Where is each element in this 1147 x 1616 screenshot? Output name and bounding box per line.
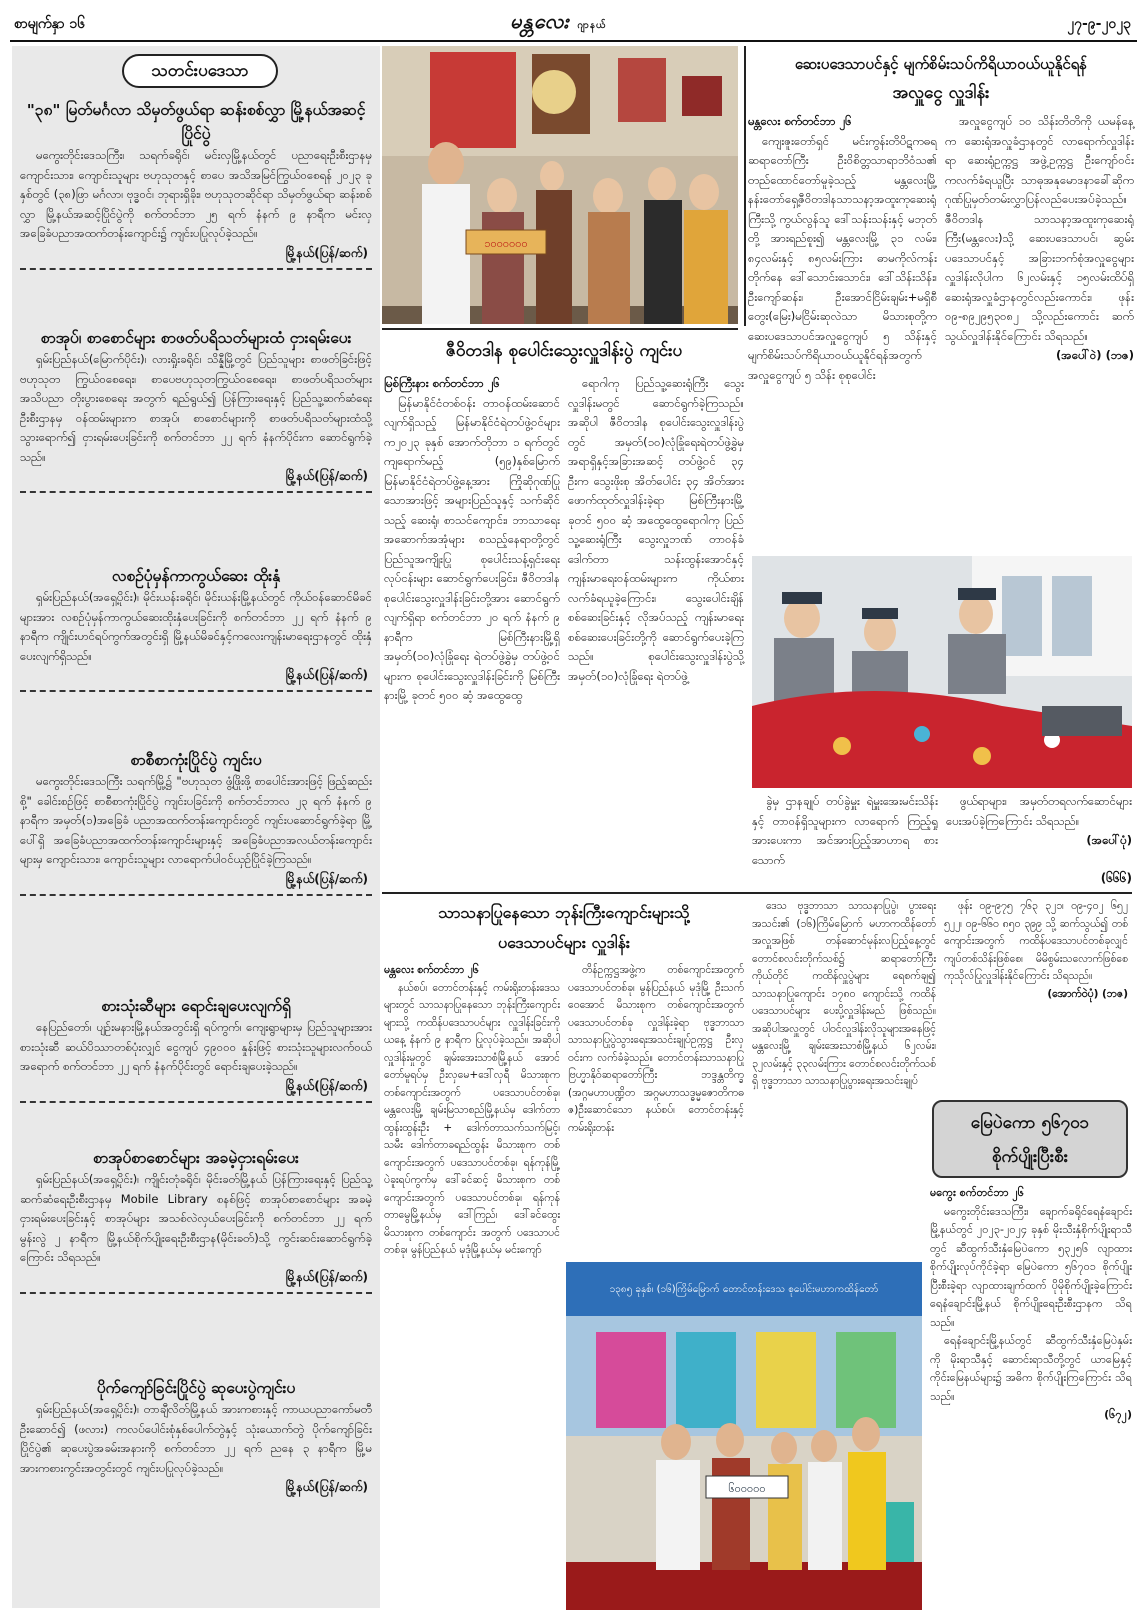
donation-photo	[382, 46, 738, 324]
divider	[20, 1101, 372, 1103]
brief-headline: စာအုပ်၊ စာစောင်များ စာဖတ်ပရိသတ်များထံ ငှားရမ်းပေး	[40, 329, 352, 347]
article-tag-2: (ဘဇ)	[1105, 348, 1134, 362]
brief-headline: ပိုက်ကျော်ခြင်းပြိုင်ပွဲ ဆုပေးပွဲကျင်းပ	[96, 1379, 296, 1397]
brief-article	[12, 994, 380, 1103]
brief-headline: စာအုပ်စာစောင်များ အခမဲ့ငှားရမ်းပေး	[93, 1149, 299, 1167]
brief-source: မြို့နယ်(ပြန်/ဆက်)	[285, 871, 368, 886]
brief-article	[12, 98, 380, 270]
article-byline: မြစ်ကြီးနား စက်တင်ဘာ ၂၆	[384, 376, 500, 390]
article-headline-2: ပဒေသာပင်များ လှူဒါန်း	[498, 933, 630, 952]
article-tags	[944, 986, 1128, 1004]
brief-source: မြို့နယ်(ပြန်/ဆက်)	[285, 1269, 368, 1284]
divider	[20, 690, 372, 692]
padaytha-donation-article	[384, 898, 744, 1260]
brief-article	[12, 326, 380, 493]
article-text-2: ရေနံချောင်းမြို့နယ်တွင် ဆီထွက်သီးနှံမြေပဲနှမ်းကို မိုးရာသီနှင့် ဆောင်းရာသီတို့တွင် ယာမြေနှင့် ကိုင်းမြေနယ်များ၌ အဓိက စိုက်ပျိုးကြကြောင်း သိရသည်။	[930, 1334, 1132, 1403]
article-text: ဒေသ ဗုဒ္ဓဘာသာ သာသနာပြုပွဲ၊ ပွားရေးအသင်း၏ (၁၆)ကြိမ်မြောက် မဟာကထိန်တော်အလှူအဖြစ် တန်ဆောင်မုန်းလပြည့်နေ့တွင် တောင်စလင်းတိုက်သစ်၌ ဆရာတော်ကြီးကိုယ်တိုင် ကထိန်လှူပွဲများ ရေစက်ချ၍ သာသနာပြုကျောင်း ၁၇၈၀ ကျောင်းသို့ ကထိန်ပဒေသာပင်များ ပေးပို့လှူဒါန်းမည် ဖြစ်သည်။ အဆိုပါအလှူတွင် ပါဝင်လှူဒါန်းလိုသူများအနေဖြင့် မန္တလေးမြို့ ချမ်းအေးသာစံမြို့နယ် ၆၂လမ်း၊ ၃၂လမ်းနှင့် ၃၃လမ်းကြား တောင်စလင်းတိုက်သစ်ရှိ ဗုဒ္ဓဘာသာ သာသနာပြုပွားရေးအသင်းချုပ်	[752, 900, 936, 1087]
feature-box-line1: မြေပဲကော ၅၆၇၀၁	[970, 1113, 1090, 1133]
brief-article	[12, 748, 380, 896]
brief-body: နေပြည်တော်၊ ပျဉ်းမနားမြို့နယ်အတွင်းရှိ ရပ်ကွက်၊ ကျေးရွာများမှ ပြည်သူများအား စားသုံးဆီ ဆယ်ပိဿာတစ်ပုံးလျှင် ငွေကျပ် ၄၉၀၀၀ နှုန်းဖြင့် စားသုံးသူများလက်ဝယ်အရောက် စက်တင်ဘာ ၂၂ ရက် နံနက်ပိုင်းတွင် ရောင်းချပေးခဲ့သည်။	[20, 1020, 372, 1073]
blood-donation-illustration	[752, 556, 1132, 788]
article-columns	[748, 112, 1134, 385]
article-text: မြန်မာနိုင်ငံတစ်ဝန်း တာဝန်ထမ်းဆောင်လျက်ရှိသည့် မြန်မာနိုင်ငံရဲတပ်ဖွဲ့ဝင်များက၂၀၂၃ ခုနှစ် အောက်တိုဘာ ၁ ရက်တွင် ကျရောက်မည့် (၅၉)နှစ်မြောက် မြန်မာနိုင်ငံရဲတပ်ဖွဲ့နေ့အား ကြိုဆိုဂုဏ်ပြုသောအားဖြင့် အများပြည်သူနှင့် သက်ဆိုင်သည့် ဆေးရုံ၊ စာသင်ကျောင်း၊ ဘာသာရေးအဆောက်အအုံများ စသည့်နေရာတို့တွင် ပြည်သူအကျိုးပြု စုပေါင်းသန့်ရှင်းရေးလုပ်ငန်းများ ဆောင်ရွက်ပေးခြင်း၊ ဇီဝိတဒါန စုပေါင်းသွေးလှူဒါန်းခြင်းတို့အား ဆောင်ရွက်လျက်ရှိရာ စက်တင်ဘာ ၂၀ ရက် နံနက် ၉ နာရီက မြစ်ကြီးနားမြို့ရှိ အမှတ်(၁၀)လုံခြုံရေး ရဲတပ်ဖွဲ့ခွဲမှ တပ်ဖွဲ့ဝင်များက စုပေါင်းသွေးလှူဒါန်းခြင်းကို မြစ်ကြီးနားမြို့ ခုတင် ၅၀၀ ဆံ့ အထွေထွေ	[384, 395, 560, 702]
brief-headline: "၃၈" မြတ်မင်္ဂလာ သိမှတ်ဖွယ်ရာ ဆန်းစစ်လွှာ မြို့နယ်အဆင့် ပြိုင်ပွဲ	[26, 101, 366, 143]
brief-article	[12, 1146, 380, 1294]
article-byline: မန္တလေး စက်တင်ဘာ ၂၆	[384, 964, 479, 976]
article-text: မကွေးတိုင်းဒေသကြီး၊ ချောက်ခရိုင်ရေနံချောင်းမြို့နယ်တွင် ၂၀၂၃-၂၀၂၄ ခုနှစ် မိုးသီးနှံစိုက်ပျိုးရာသီတွင် ဆီထွက်သီးနှံမြေပဲကော ၅၃၂၅၆ လျာထားစိုက်ပျိုးလုပ်ကိုင်ခဲ့ရာ မြေပဲကော ၅၆၇၀၁ စိုက်ပျိုးပြီးစီးခဲ့ရာ လျာထားချက်ထက် ပိုမိုစိုက်ပျိုးခဲ့ကြောင်း ရေနံချောင်းမြို့နယ် စိုက်ပျိုးရေးဦးစီးဌာနက သိရသည်။	[930, 1204, 1132, 1329]
column-divider	[744, 46, 746, 326]
brief-article	[12, 564, 380, 692]
brief-source: မြို့နယ်(ပြန်/ဆက်)	[285, 668, 368, 682]
article-text: နယ်စပ်၊ တောင်တန်းနှင့် ကမ်းရိုးတန်းဒေသများတွင် သာသနာပြုနေသော ဘုန်းကြီးကျောင်းများသို့ ကထိန်ပဒေသာပင်များ လှူဒါန်းခြင်းကို ယနေ့ နံနက် ၉ နာရီက ပြုလုပ်ခဲ့သည်။ အဆိုပါ လှူဒါန်းမှုတွင် ချမ်းအေးသာစံမြို့နယ် အောင်တော်မူရပ်မှ ဦးလှမေ+ဒေါ်လှရီ မိသားစုက တစ်ကျောင်းအတွက် ပဒေသာပင်တစ်ခု၊ မန္တလေးမြို့ ချမ်းမြသာစည်မြို့နယ်မှ ဒေါက်တာထွန်းထွန်းဦး + ဒေါက်တာသက်သက်မြင့်၊ သမီး ဒေါက်တာခရည်ထွန်း မိသားစုက တစ်ကျောင်းအတွက် ပဒေသာပင်တစ်ခု၊ ရန်ကုန်မြို့ ပဲခူးရပ်ကွက်မှ ဒေါ်ခင်ဆင့် မိသားစုက တစ်ကျောင်းအတွက် ပဒေသာပင်တစ်ခု၊ ရန်ကုန် တာမွေမြို့နယ်မှ ဒေါ်ကြည်၊ ဒေါ်ခင်ထွေး မိသားစုက တစ်ကျောင်း အတွက် ပဒေသာပင်တစ်ခု၊ မွန်ပြည်နယ် မုဒုံမြို့နယ်မှ မင်းကျော်	[384, 981, 560, 1256]
article-columns	[752, 792, 1132, 870]
brief-source: မြို့နယ်(ပြန်/ဆက်)	[285, 1480, 368, 1494]
brief-body: မကွေးတိုင်းဒေသကြီး သရက်မြို့၌ "ဗဟုသုတ ဖွံ့ဖြိုးဖို့ စာပေါင်းအားဖြင့် ဖြည့်ဆည်းစို့" ခေါင်းစဉ်ဖြင့် စာစီစာကုံးပြိုင်ပွဲ ကျင်းပခြင်းကို စက်တင်ဘာလ ၂၃ ရက် နံနက် ၉ နာရီက အမှတ်(၁)အခြေခံ ပညာအထက်တန်းကျောင်းတွင် ကျင်းပဆောင်ရွက်ခဲ့ရာ မြို့ပေါ်ရှိ အခြေခံပညာအထက်တန်းကျောင်းများနှင့် အခြေခံပညာအလယ်တန်းကျောင်းများမှ ကျောင်းသား၊ ကျောင်းသူများ လာရောက်ပါဝင်ယှဉ်ပြိုင်ခဲ့ကြသည်။	[20, 774, 372, 866]
photo-amount-label: ၆၀၀၀၀၀	[728, 1482, 766, 1495]
donation-photo-illustration	[382, 46, 738, 324]
masthead-logo	[510, 8, 607, 38]
article-tag-2: (၆၆၆)	[1100, 871, 1132, 885]
page-number: စာမျက်နှာ ၁၆	[14, 16, 86, 32]
article-byline: မကွေး စက်တင်ဘာ ၂၆	[930, 1186, 1024, 1199]
article-tag: (အပေါ်ဝဲ)	[1056, 348, 1102, 362]
article-text: ကျေးဇူးတော်ရှင် မင်းကွန်းတိပိဋကဓရ ဆရာတော်ကြီး ဦးဝိစိတ္တသာရာဘိဝံသ၏ တည်ထောင်တော်မူခဲ့သည့် မန္တလေးမြို့ နန်းတော်ရှေ့ဇီဝိတဒါနသာသနာ့အထူးကုဆေးရုံကြီးသို့ ကွယ်လွန်သူ ဒေါ်သန်းသန်းနှင့် မဘုတ်တို့ အားရည်စူး၍ မန္တလေးမြို့ ၃၁ လမ်း၊ ၈၄လမ်းနှင့် ၈၅လမ်းကြား ဓာမကိုလ်ကန်းတိုက်နေ ဒေါ်သောင်းသောင်း၊ ဒေါ်သိန်းသိန်း၊ ဦးကျော်ဆန်း၊ ဦးအောင်ငြိမ်းချမ်း+မရှိစီတွေး(မြေး)မငြိမ်းဆုလဲသာ မိသားစုတို့က ဆေးပဒေသာပင်အလှူငွေကျပ် ၅ သိန်းနှင့် မျက်စိမ်းသပ်ကိရိယာဝယ်ယူနိုင်ရန်အတွက် အလှူငွေကျပ် ၅ သိန်း စုစုပေါင်း	[748, 133, 937, 382]
article-headline: ဆေးပဒေသာပင်နှင့် မျက်စိမ်းသပ်ကိရိယာဝယ်ယူနိုင်ရန်	[794, 55, 1088, 73]
blood-donation-photo	[752, 556, 1132, 788]
article-headline: ဇီဝိတဒါန စုပေါင်းသွေးလှူဒါန်းပွဲ ကျင်းပ	[445, 341, 683, 361]
brief-body: ရှမ်းပြည်နယ်(မြောက်ပိုင်း)၊ လားရှိုးခရိုင်၊ သိန္နီမြို့တွင် ပြည်သူများ စာဖတ်ခြင်းဖြင့် ဗဟုသုတ ကြွယ်ဝစေရေး၊ စာပေဗဟုသုတကြွယ်ဝစေရေး၊ စာဖတ်ပရိသတ်များ အသိပညာ တိုးပွားစေရေး အတွက် ရည်ရွယ်၍ ပြန်ကြားရေးနှင့် ပြည်သူ့ဆက်ဆံရေးဦးစီးဌာနမှ ဝန်ထမ်းများက စာအုပ်၊ စာစောင်များကို စာဖတ်ပရိသတ်များထံသို့ သွားရောက်၍ ငှားရမ်းပေးခြင်းကို စက်တင်ဘာ ၂၂ ရက် နံနက်ပိုင်းက ဆောင်ရွက်ခဲ့သည်။	[20, 352, 372, 464]
brief-headline: စာစီစာကုံးပြိုင်ပွဲ ကျင်းပ	[130, 751, 262, 769]
logo-text: မန္တလေး	[510, 9, 570, 33]
rule	[382, 328, 738, 330]
brief-body: ရှမ်းပြည်နယ်(အရှေ့ပိုင်း)၊ ကျိုင်းတုံခရိုင်၊ မိုင်းခတ်မြို့နယ် ပြန်ကြားရေးနှင့် ပြည်သူ့ဆက်ဆံရေးဦးစီးဌာနမှ Mobile Library စနစ်ဖြင့် စာအုပ်စာစောင်များ အခမဲ့ငှားရမ်းပေးခြင်းနှင့် စာအုပ်များ အသစ်လဲလှယ်ပေးခြင်းကို စက်တင်ဘာ ၂၂ ရက် မွန်းလွဲ ၂ နာရီက မြို့နယ်စိုက်ပျိုးရေးဦးစီးဌာန(မိုင်းခတ်)သို့ ကွင်းဆင်းဆောင်ရွက်ခဲ့ကြောင်း သိရသည်။	[20, 1172, 372, 1264]
brief-source: မြို့နယ်(ပြန်/ဆက်)	[285, 469, 368, 483]
article-tag: (၆၇၂)	[1104, 1408, 1132, 1421]
news-briefs-column	[12, 46, 380, 1608]
article-headline: သာသနာပြုနေသော ဘုန်းကြီးကျောင်းများသို့	[438, 903, 690, 922]
article-text: ဖွယ်ရာများ၊ အမှတ်တရလက်ဆောင်များ ပေးအပ်ခဲ့ကြကြောင်း သိရသည်။	[946, 794, 1132, 828]
article-column	[384, 374, 560, 706]
medicine-donation-article	[748, 50, 1134, 385]
feature-box-line2: စိုက်ပျိုးပြီးစီး	[991, 1147, 1069, 1167]
article-columns	[752, 898, 1128, 1091]
logo-sub: ဂျာနယ်	[577, 20, 607, 31]
brief-source: မြို့နယ်(ပြန်/ဆက်)	[285, 245, 368, 260]
article-text: ဖုန်း ၀၉-၉၇၅ ၇၆၃ ၃၂၁၊ ၀၉-၄၀၂ ၆၅၂ ၅၂၂၊ ၀၉-၆၆၀ ၈၅၀ ၃၉၉ သို့ ဆက်သွယ်၍ တစ်ကျောင်းအတွက် ကထိန်ပဒေသာပင်တစ်ခုလျှင် ကျပ်တစ်သိန်းဖြစ်စေ၊ မိမိစွမ်းသလောက်ဖြစ်စေ ကုသိုလ်ပြုလှူဒါန်းနိုင်ကြောင်း သိရသည်။	[944, 900, 1128, 982]
groundnut-article	[930, 1184, 1132, 1425]
brief-article	[12, 1376, 380, 1496]
blood-donation-article	[384, 334, 744, 706]
divider	[20, 491, 372, 493]
padaytha-photo	[566, 1262, 922, 1610]
article-column	[748, 112, 937, 385]
article-text: ရောဂါကု ပြည်သူ့ဆေးရုံကြီး သွေးလှူဒါန်းမတွင် ဆောင်ရွက်ခဲ့ကြသည်။ အဆိုပါ ဇီဝိတဒါန စုပေါင်းသွေးလှူဒါန်းပွဲတွင် အမှတ်(၁၀)လုံခြုံရေးရဲတပ်ဖွဲ့ခွဲမှ အရာရှိနှင့်အခြားအဆင့် တပ်ဖွဲ့ဝင် ၃၄ ဦးက သွေးဖိုးစု အိတ်ပေါင်း ၃၄ အိတ်အား ဖောက်ထုတ်လှူဒါန်းခဲ့ရာ မြစ်ကြီးနားမြို့ ခုတင် ၅၀၀ ဆံ့ အထွေထွေရောဂါကု ပြည်သူ့ဆေးရုံကြီး သွေးလှူဘဏ် တာဝန်ခံ ဒေါက်တာ သန်းထွန်းအောင်နှင့် ကျန်းမာရေးဝန်ထမ်းများက ကိုယ်စားလက်ခံရယူခဲ့ကြောင်း၊ သွေးပေါင်းချိန်စစ်ဆေးခြင်းနှင့် လိုအပ်သည့် ကျန်းမာရေးစစ်ဆေးပေးခြင်းတို့ကို ဆောင်ရွက်ပေးခဲ့ကြသည်။ စုပေါင်းသွေးလှူဒါန်းပွဲသို့ အမှတ်(၁၀)လုံခြုံရေး ရဲတပ်ဖွဲ့	[568, 376, 744, 683]
divider	[20, 1292, 372, 1294]
article-tags	[945, 346, 1134, 366]
divider	[20, 894, 372, 896]
brief-body: ရှမ်းပြည်နယ်(အရှေ့ပိုင်း)၊ တာချီလိတ်မြို့နယ် အားကစားနှင့် ကာယပညာကော်မတီဦးဆောင်၍ (ဖလား) ကလပ်ပေါင်းစုံနှစ်ပေါက်တွဲနှင့် သုံးယောက်တွဲ ပိုက်ကျော်ခြင်းပြိုင်ပွဲ၏ ဆုပေးပွဲအခမ်းအနားကို စက်တင်ဘာ ၂၂ ရက် ညနေ ၃ နာရီက မြို့မအားကစားကွင်းအတွင်းတွင် ကျင်းပပြုလုပ်ခဲ့သည်။	[20, 1402, 372, 1475]
article-column	[944, 898, 1128, 1091]
article-column	[752, 898, 936, 1091]
article-tag: (အပေါ်ပုံ)	[1086, 833, 1132, 847]
section-title: သတင်းပဒေသာ	[122, 54, 278, 88]
divider	[20, 268, 372, 270]
rule	[382, 892, 1132, 894]
article-text: အလှူငွေကျပ် ၁၀ သိန်းတိတိကို ယမန်နေ့က ဆေးရုံအလှူခံဌာနတွင် လာရောက်လှူဒါန်းရာ ဆေးရုံဥက္ကဋ္ဌ အဖွဲ့ဥက္ကဋ္ဌ ဦးကျော်ဝင်းကလက်ခံရယူပြီး သာဓုအနုမောဒနာခေါ်ဆိုက ဂုဏ်ပြုမှတ်တမ်းလွှာပြန်လည်ပေးအပ်ခဲ့သည်။ ဇီဝိတဒါန သာသနာ့အထူးကုဆေးရုံကြီး(မန္တလေး)သို့ ဆေးပဒေသာပင်၊ ဆွမ်းပဒေသာပင်နှင့် အခြားဘက်စုံအလှူငွေများ လှူဒါန်းလိုပါက ၆၂လမ်းနှင့် ၁၅လမ်းထိပ်ရှိ ဆေးရုံအလှူခံဌာနတွင်လည်းကောင်း၊ ဖုန်း ၀၉-၈၉၂၉၅၃၀၈၂ သို့လည်းကောင်း ဆက်သွယ်လှူဒါန်းနိုင်ကြောင်း သိရသည်။	[945, 114, 1134, 343]
article-columns	[384, 962, 744, 1260]
article-text: ခွဲမှ ဌာနချုပ် တပ်ခွဲမှူး ရဲမှူးအေးမင်းသိန်းနှင့် တာဝန်ရှိသူများက လာရောက် ကြည့်ရှုအားပေးကာ အင်အားပြည့်အာဟာရ စားသောက်	[752, 794, 938, 867]
donation-amount-label: ၁၀၀၀၀၀၀	[484, 237, 528, 250]
padaytha-illustration	[566, 1262, 922, 1610]
groundnut-feature-box	[932, 1100, 1128, 1178]
brief-headline: စားသုံးဆီများ ရောင်းချပေးလျက်ရှိ	[101, 997, 291, 1015]
article-headline-2: အလှူငွေ လှူဒါန်း	[892, 83, 990, 103]
brief-body: မကွေးတိုင်းဒေသကြီး၊ သရက်ခရိုင်၊ မင်းလှမြို့နယ်တွင် ပညာရေးဦးစီးဌာနမှ ကျောင်းသား၊ ကျောင်းသူများ ဗဟုသုတနှင့် စာပေ အသိအမြင်ကြွယ်ဝစေရန် ၂၀၂၃ ခုနှစ်တွင် (၃၈)ဖြာ မင်္ဂလာ၊ ဗုဒ္ဓဝင်၊ ဘုရားရှိခိုး၊ ဗဟုသုတဆိုင်ရာ သိမှတ်ဖွယ်ရာ ဆန်းစစ်လွှာ မြို့နယ်အဆင့်ပြိုင်ပွဲကို စက်တင်ဘာ ၂၅ ရက် နံနက် ၉ နာရီက မင်းလှ အခြေခံပညာအထက်တန်းကျောင်း၌ ကျင်းပပြုလုပ်ခဲ့သည်။	[20, 148, 372, 240]
article-column	[384, 962, 560, 1260]
article-text: တိန်ဥက္ကဋ္ဌအဖွဲ့က တစ်ကျောင်းအတွက် ပဒေသာပင်တစ်ခု၊ မွန်ပြည်နယ် မုဒုံမြို့ ဦးသက်ဝေအောင် မိသားစုက တစ်ကျောင်းအတွက် ပဒေသာပင်တစ်ခု လှူဒါန်းခဲ့ရာ ဗုဒ္ဓဘာသာ သာသနာပြုပွဲသွားရေးအသင်းချုပ်ဥက္ကဋ္ဌ ဦးလှဝင်းက လက်ခံခဲ့သည်။ တောင်တန်းသာသနာပြု ဗြဟ္မာနိုဝ်ဆရာတော်ကြီး ဘဒ္ဒန္တတိက္ခ (အဂ္ဂမဟာပဏ္ဍိတ အဂ္ဂမဟာသဒ္ဓမ္မဇောတိကဓဇ)ဦးဆောင်သော နယ်စပ်၊ တောင်တန်းနှင့် ကမ်းရိုးတန်း	[568, 964, 744, 1134]
page-header	[10, 6, 1137, 42]
article-column	[946, 792, 1132, 870]
blood-donation-continuation	[752, 792, 1132, 888]
article-column	[568, 962, 744, 1260]
article-column	[568, 374, 744, 706]
article-tag: (အောက်ဝဲပုံ)	[1047, 987, 1099, 1000]
article-byline: မန္တလေး စက်တင်ဘာ ၂၆	[748, 114, 852, 128]
photo-banner-text: ၁၃၈၅ ခုနှစ်၊ (၁၆)ကြိမ်မြောက် တောင်တန်းဒေသ စုပေါင်းမဟာကထိန်တော်	[609, 1284, 879, 1295]
brief-body: ရှမ်းပြည်နယ်(အရှေ့ပိုင်း)၊ မိုင်းယန်းခရိုင်၊ မိုင်းယန်းမြို့နယ်တွင် ကိုယ်ဝန်ဆောင်မိခင်များအား လစဉ်ပုံမှန်ကာကွယ်ဆေးထိုးနှံပေးခြင်းကို စက်တင်ဘာ ၂၂ ရက် နံနက် ၉ နာရီက ကျိုင်းဟင်ရပ်ကွက်အတွင်းရှိ မြို့နယ်မိခင်နှင့်ကလေးကျန်းမာရေးဌာနတွင် ထိုးနှံပေးလျက်ရှိသည်။	[20, 590, 372, 663]
brief-headline: လစဉ်ပုံမှန်ကာကွယ်ဆေး ထိုးနှံ	[111, 567, 281, 585]
article-column	[752, 792, 938, 870]
page-date: ၂၇-၉-၂၀၂၃	[1067, 16, 1131, 32]
padaytha-continuation	[752, 898, 1128, 1091]
article-tag-2: (ဘဇ)	[1102, 987, 1128, 1000]
brief-source: မြို့နယ်(ပြန်/ဆက်)	[285, 1078, 368, 1093]
article-column	[945, 112, 1134, 385]
article-columns	[384, 374, 744, 706]
